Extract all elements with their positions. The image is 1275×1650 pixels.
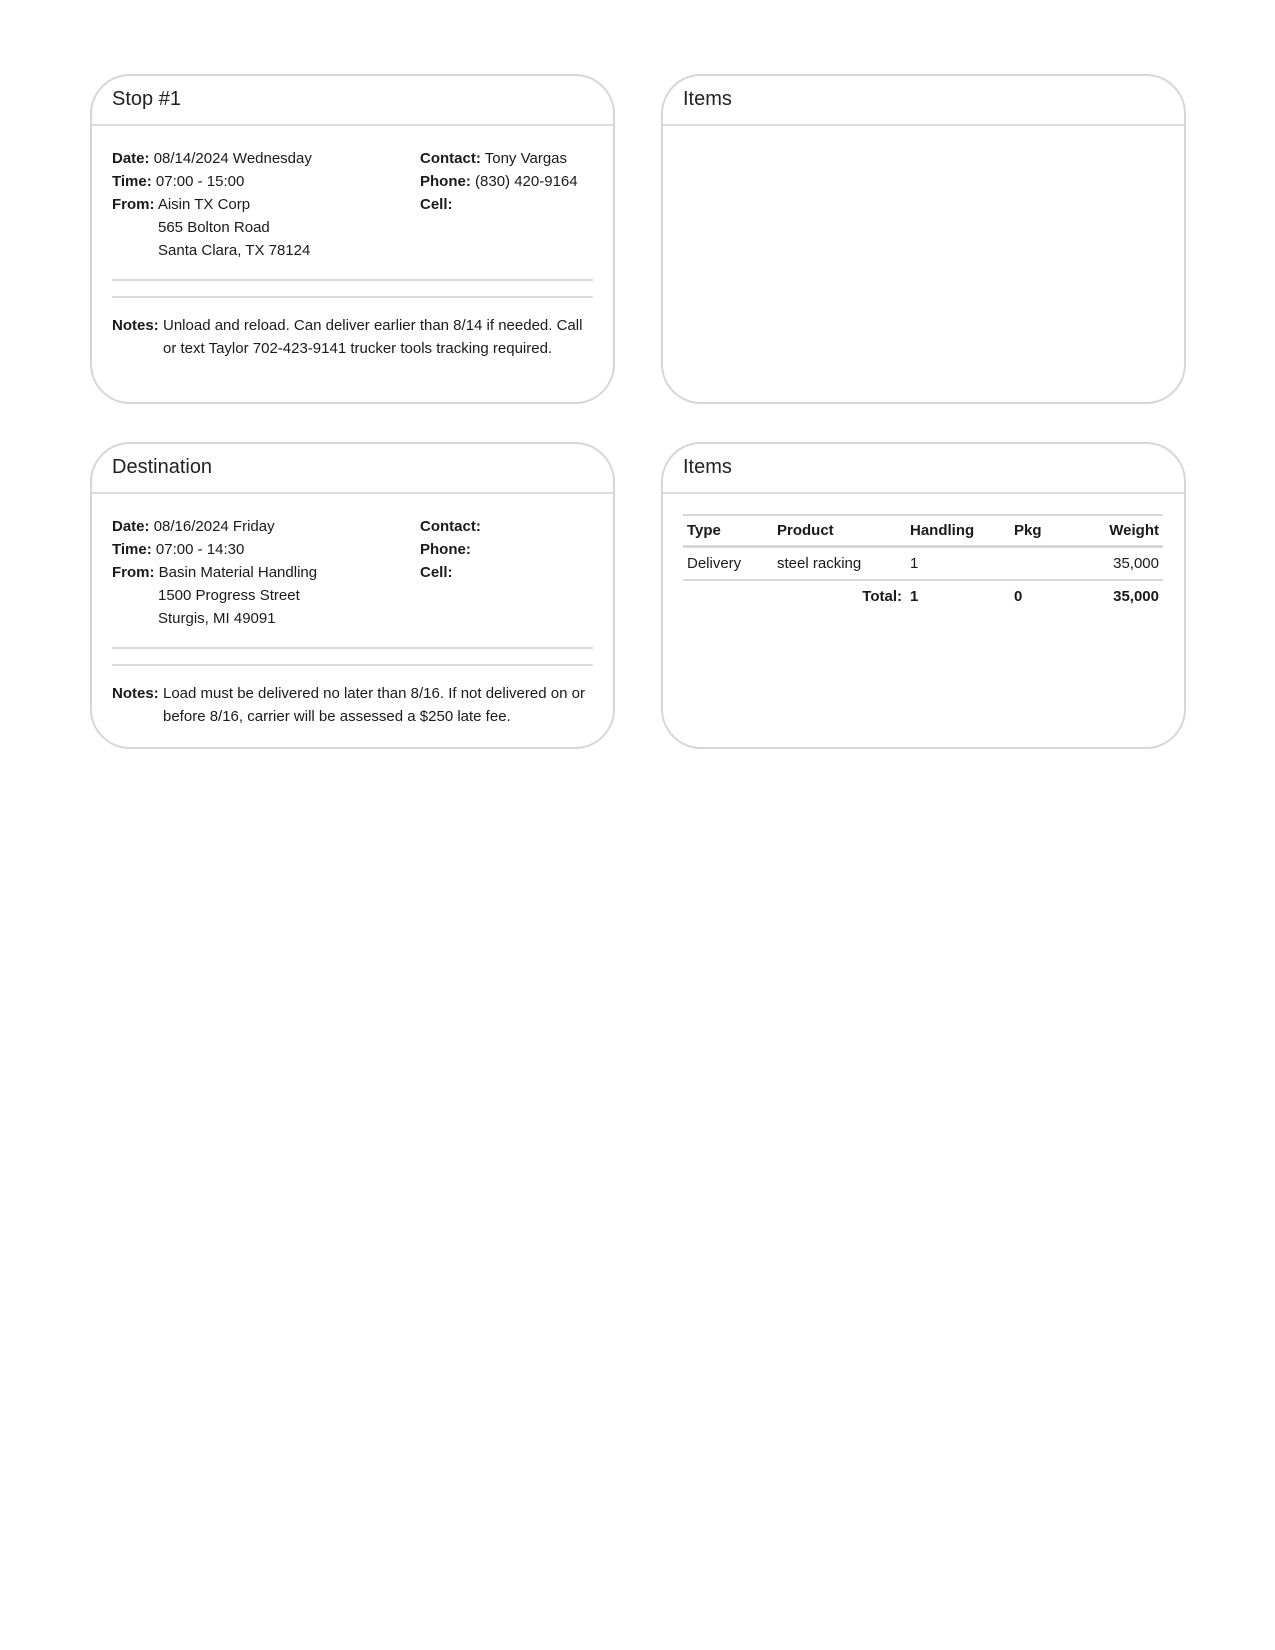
- stop1-date: [112, 147, 312, 170]
- cell-type: Delivery: [683, 547, 773, 581]
- destination-cell-label: Cell:: [420, 564, 453, 581]
- col-pkg-header: Pkg: [1010, 515, 1088, 547]
- col-type-header: Type: [683, 515, 773, 547]
- destination-from-label: From:: [112, 564, 155, 581]
- cell-weight: 35,000: [1088, 547, 1163, 581]
- destination-from-name: Basin Material Handling: [158, 564, 318, 581]
- total-row: [683, 580, 1163, 612]
- total-label: Total:: [862, 588, 902, 605]
- col-weight-header: Weight: [1088, 515, 1163, 547]
- items1-title: Items: [683, 88, 732, 110]
- stop1-divider-2: [112, 296, 593, 298]
- destination-divider-1: [112, 647, 593, 649]
- stop1-phone: [420, 170, 578, 193]
- stop1-cell: [420, 193, 453, 216]
- items1-header-divider: [663, 124, 1184, 126]
- stop1-card: [90, 74, 615, 404]
- stop1-date-value: 08/14/2024 Wednesday: [153, 150, 312, 167]
- items2-title: Items: [683, 456, 732, 478]
- total-weight: 35,000: [1113, 588, 1159, 605]
- col-product-header: Product: [773, 515, 906, 547]
- stop1-date-label: Date:: [112, 150, 150, 167]
- stop1-phone-value: (830) 420-9164: [475, 173, 578, 190]
- destination-phone-label: Phone:: [420, 541, 471, 558]
- destination-contact-label: Contact:: [420, 518, 481, 535]
- destination-divider-2: [112, 664, 593, 666]
- stop1-from-name: Aisin TX Corp: [157, 196, 251, 213]
- items2-card: [661, 442, 1186, 749]
- cell-handling: 1: [906, 547, 1010, 581]
- items-table: [683, 514, 1163, 612]
- stop1-address-line1: 565 Bolton Road: [158, 219, 270, 236]
- stop1-phone-label: Phone:: [420, 173, 471, 190]
- stop1-contact-label: Contact:: [420, 150, 481, 167]
- destination-date-value: 08/16/2024 Friday: [153, 518, 275, 535]
- cell-product: steel racking: [773, 547, 906, 581]
- stop1-header-divider: [92, 124, 613, 126]
- destination-notes-text: Load must be delivered no later than 8/16. If not delivered on or before 8/16, carrier will be assessed a $250 late fee.: [163, 685, 585, 725]
- stop1-notes: [112, 314, 593, 360]
- col-handling-header: Handling: [906, 515, 1010, 547]
- destination-cell: [420, 561, 453, 584]
- destination-time-value: 07:00 - 14:30: [155, 541, 245, 558]
- destination-from: [112, 561, 317, 584]
- destination-title: Destination: [112, 456, 213, 478]
- items1-card: [661, 74, 1186, 404]
- items2-header-divider: [663, 492, 1184, 494]
- destination-phone: [420, 538, 471, 561]
- destination-date: [112, 515, 275, 538]
- destination-notes: [112, 682, 593, 728]
- stop1-from: [112, 193, 250, 216]
- destination-time-label: Time:: [112, 541, 152, 558]
- table-row: [683, 547, 1163, 581]
- stop1-cell-label: Cell:: [420, 196, 453, 213]
- stop1-divider-1: [112, 279, 593, 281]
- destination-card: [90, 442, 615, 749]
- total-pkg: 0: [1014, 588, 1023, 605]
- stop1-notes-text: Unload and reload. Can deliver earlier than 8/14 if needed. Call or text Taylor 702-423-9141 trucker tools tracking required.: [163, 317, 583, 357]
- destination-date-label: Date:: [112, 518, 150, 535]
- stop1-title: Stop #1: [112, 88, 181, 110]
- stop1-time-label: Time:: [112, 173, 152, 190]
- destination-time: [112, 538, 244, 561]
- stop1-contact: [420, 147, 567, 170]
- destination-address-line1: 1500 Progress Street: [158, 587, 300, 604]
- destination-address-line2: Sturgis, MI 49091: [158, 610, 276, 627]
- stop1-contact-value: Tony Vargas: [484, 150, 567, 167]
- destination-contact: [420, 515, 481, 538]
- stop1-address-line2: Santa Clara, TX 78124: [158, 242, 311, 259]
- stop1-notes-label: Notes:: [112, 317, 159, 334]
- destination-header-divider: [92, 492, 613, 494]
- cell-pkg: [1010, 547, 1088, 581]
- stop1-time: [112, 170, 244, 193]
- items-table-header-row: [683, 515, 1163, 547]
- total-handling: 1: [910, 588, 919, 605]
- destination-notes-label: Notes:: [112, 685, 159, 702]
- stop1-from-label: From:: [112, 196, 155, 213]
- stop1-time-value: 07:00 - 15:00: [155, 173, 245, 190]
